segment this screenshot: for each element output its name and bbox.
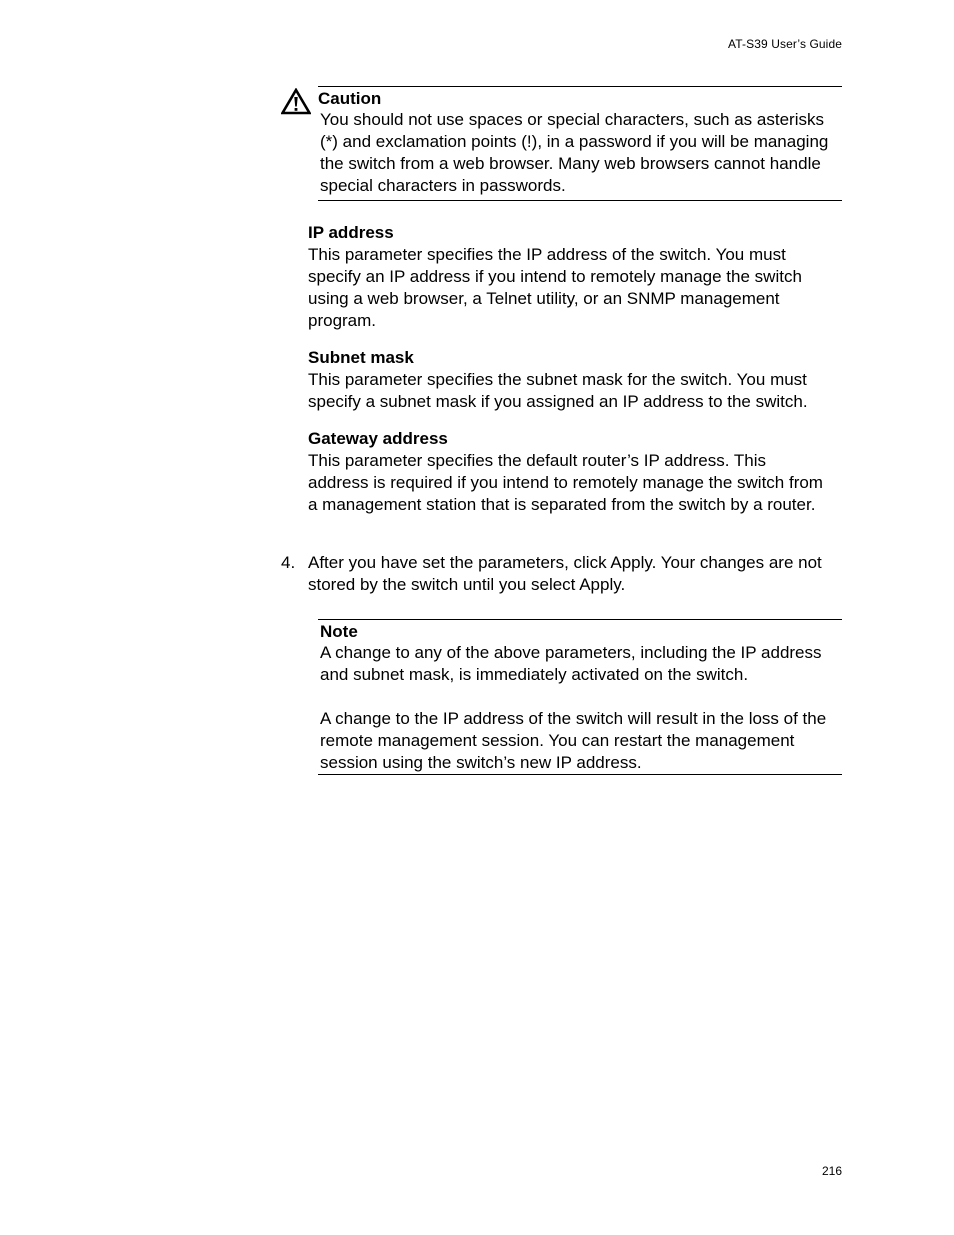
warning-triangle-icon [281, 88, 311, 115]
parameter-gateway-address [308, 428, 828, 516]
parameter-description: This parameter specifies the subnet mask for the switch. You must specify a subnet mask if you assigned an IP address to the switch. [308, 370, 808, 411]
step-text: After you have set the parameters, click Apply. Your changes are not stored by the switch until you select Apply. [308, 553, 822, 594]
running-header: AT-S39 User’s Guide [728, 37, 842, 51]
caution-callout [318, 86, 842, 201]
parameter-description: This parameter specifies the IP address of the switch. You must specify an IP address if you intend to remotely manage the switch using a web browser, a Telnet utility, or an SNMP management program. [308, 245, 802, 330]
caution-text: You should not use spaces or special characters, such as asterisks (*) and exclamation points (!), in a password if you will be managing the switch from a web browser. Many web browsers cannot handle special characters in passwords. [320, 110, 829, 195]
note-callout [318, 619, 842, 775]
parameter-ip-address [308, 222, 828, 332]
parameter-description: This parameter specifies the default router’s IP address. This address is required if you intend to remotely manage the switch from a management station that is separated from the switch by a router. [308, 451, 823, 514]
parameter-heading: Gateway address [308, 429, 448, 448]
note-title: Note [320, 622, 358, 641]
parameter-subnet-mask [308, 347, 828, 413]
caution-title: Caution [318, 89, 382, 108]
parameter-heading: IP address [308, 223, 394, 242]
note-paragraph: A change to the IP address of the switch will result in the loss of the remote management session. You can restart the management session using the switch’s new IP address. [320, 709, 827, 772]
page-number: 216 [821, 1164, 842, 1178]
parameter-heading: Subnet mask [308, 348, 414, 367]
step-number: 4. [281, 553, 296, 572]
step-item [281, 552, 841, 596]
note-paragraph: A change to any of the above parameters, including the IP address and subnet mask, is immediately activated on the switch. [320, 643, 822, 684]
